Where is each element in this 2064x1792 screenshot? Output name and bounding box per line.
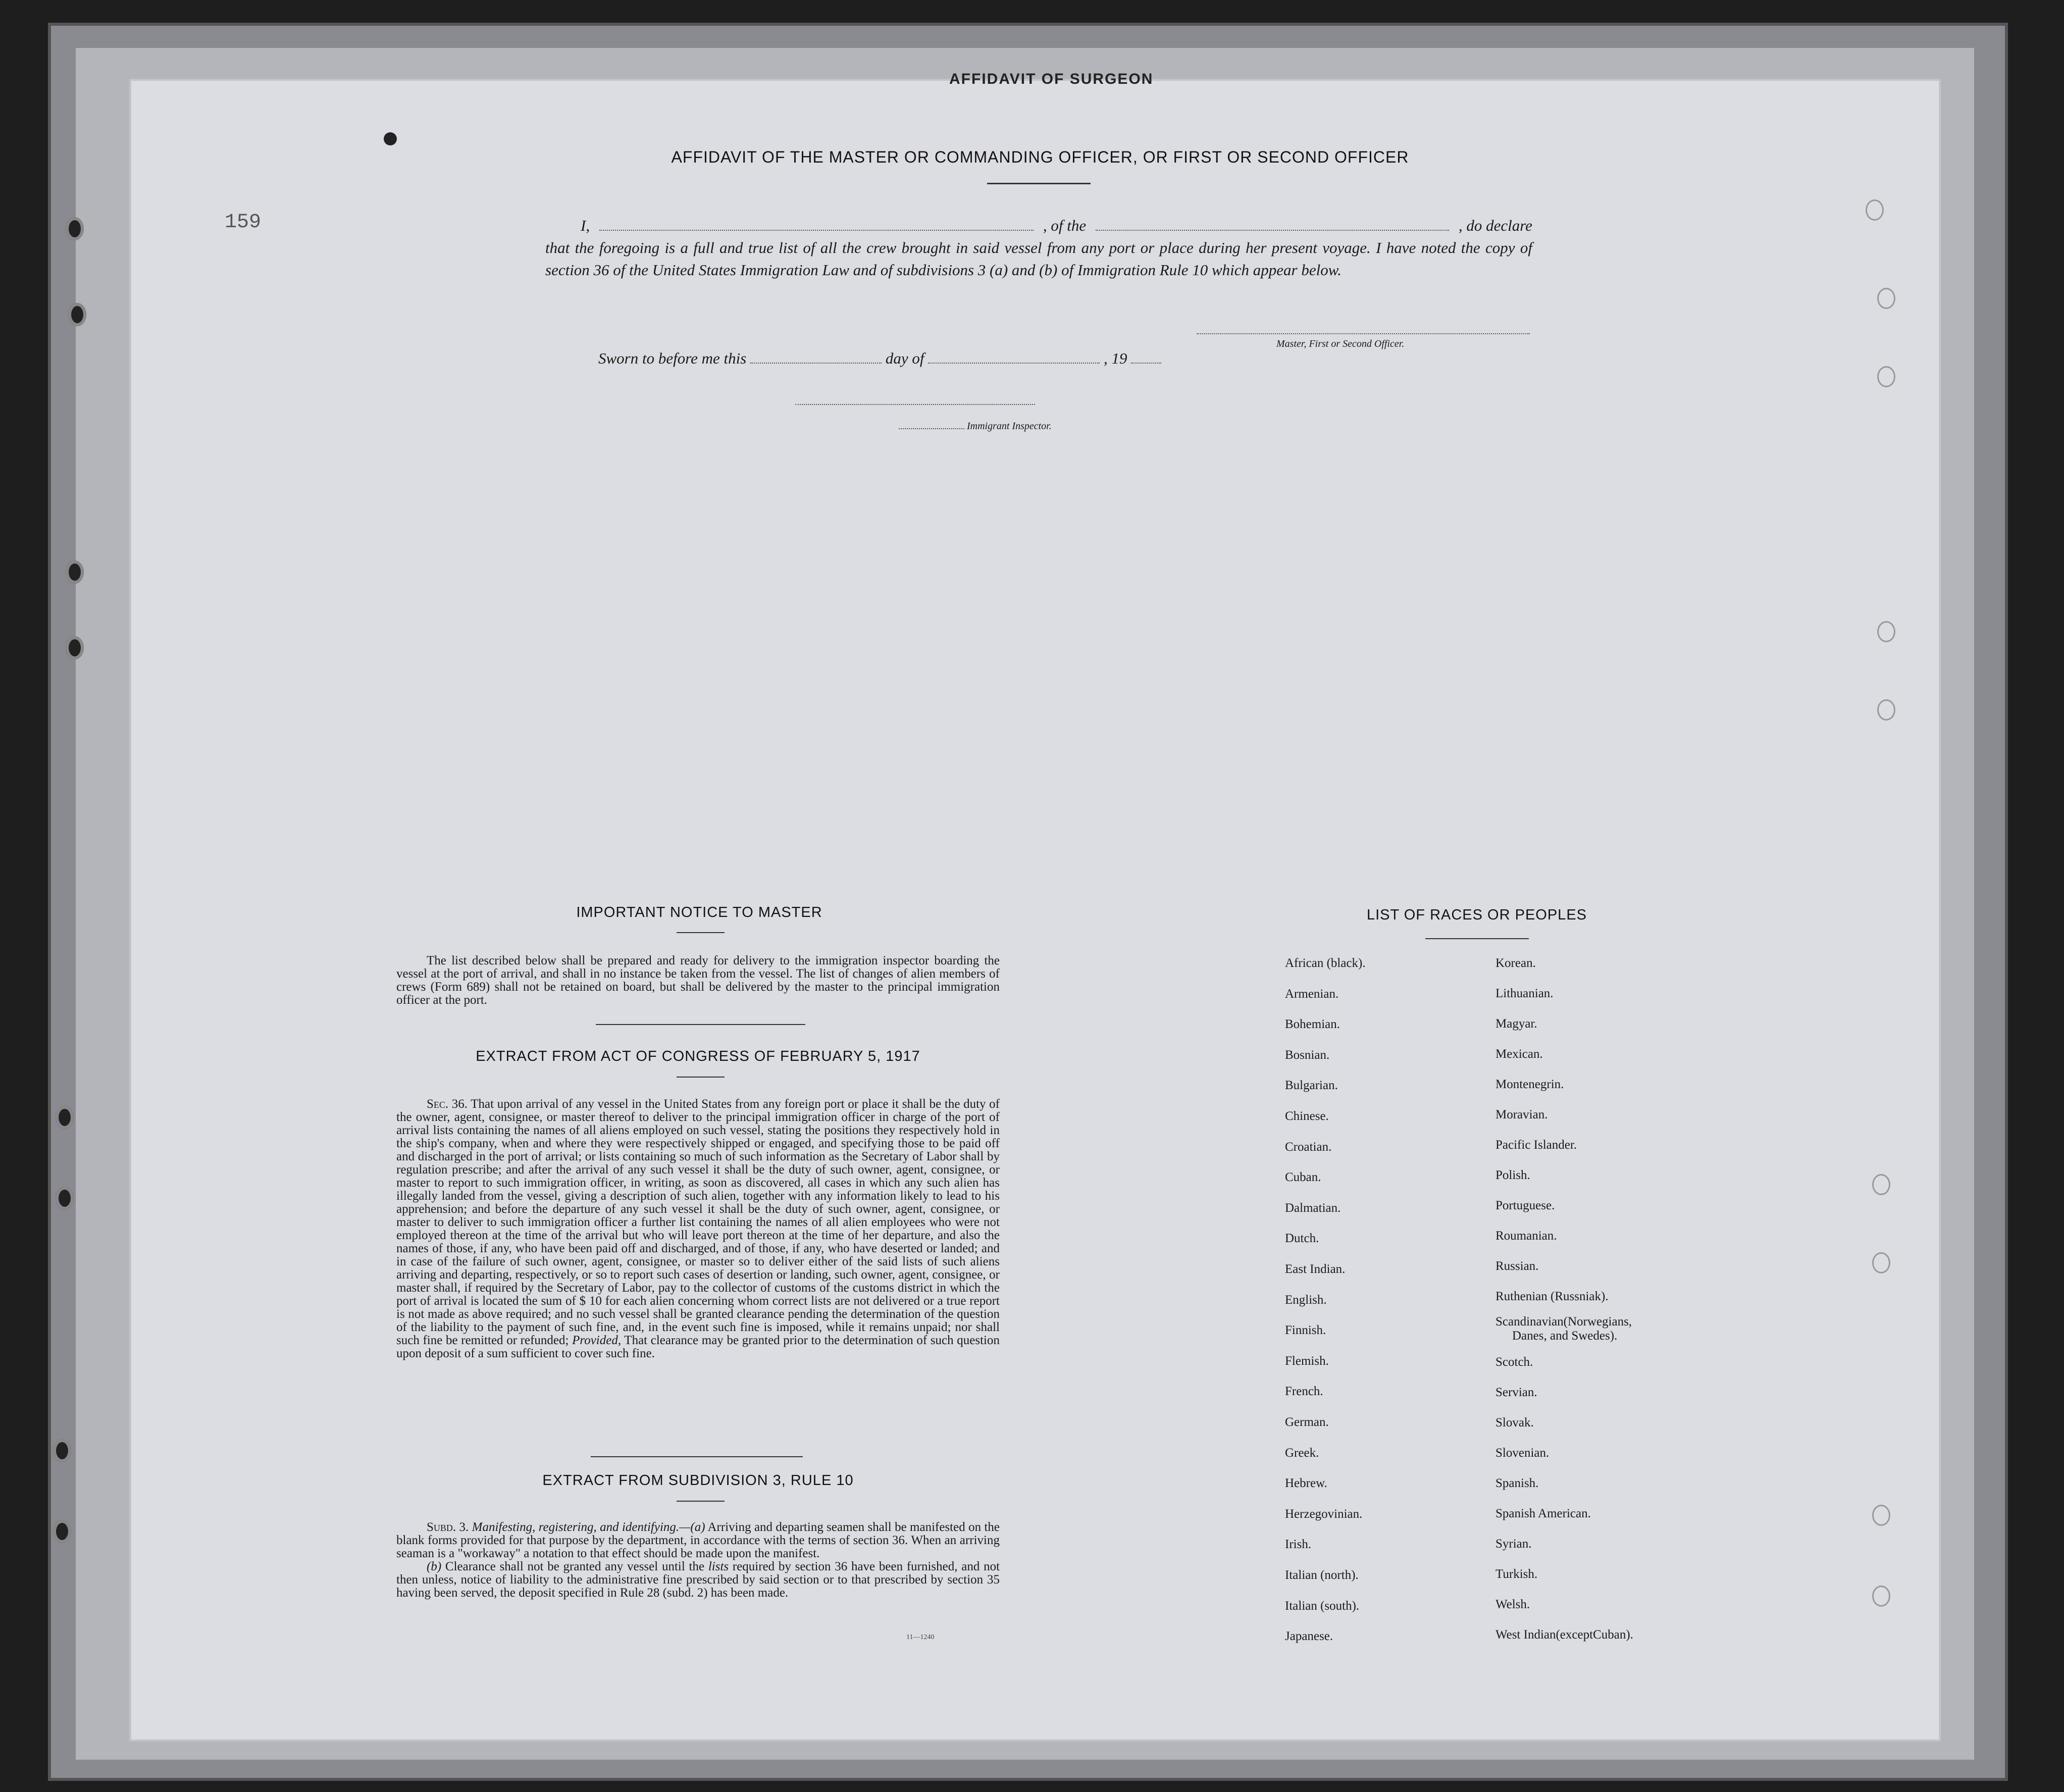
affidavit-body: that the foregoing is a full and true list of all the crew brought in said vessel from any port or place during her present voyage. I have noted the copy of section 36 of the United States Immigration Law and of subdivisions 3 (a) and (b) of Immigration Rule 10 which appear below. <box>545 239 1532 279</box>
race-item: Bulgarian. <box>1285 1079 1338 1093</box>
subd-text-b1: Clearance shall not be granted any vessel until the <box>445 1560 705 1573</box>
notice-heading: IMPORTANT NOTICE TO MASTER <box>576 904 822 920</box>
notice-text: The list described below shall be prepared and ready for delivery to the immigration inspector boarding the vessel at the port of arrival, and shall in no instance be taken from the vessel. The list of changes of alien members of crews (Form 689) shall not be retained on board, but shall be delivered by the master to the principal immigration officer at the port. <box>396 954 1000 1007</box>
affidavit-i: I, <box>581 217 590 234</box>
races-heading: LIST OF RACES OR PEOPLES <box>1366 907 1587 923</box>
race-item: Magyar. <box>1495 1017 1537 1031</box>
margin-number: 159 <box>225 211 262 234</box>
race-item: Roumanian. <box>1495 1229 1557 1243</box>
race-item: East Indian. <box>1285 1262 1346 1276</box>
binder-hole <box>66 217 84 240</box>
binder-hole <box>1872 1252 1890 1273</box>
subd-text-a: Arriving and departing seamen shall be manifested on the blank forms provided for that purpose by the department, in accordance with the terms of section 36. When an arriving seaman is a "workaway" a notation to that effect should be made upon the manifest. <box>396 1520 1000 1560</box>
race-item: Portuguese. <box>1495 1199 1555 1212</box>
binder-hole <box>1877 366 1895 387</box>
vessel-blank[interactable] <box>1096 230 1449 231</box>
binder-hole <box>1877 288 1895 309</box>
race-item: Finnish. <box>1285 1323 1326 1338</box>
race-item: Bosnian. <box>1285 1048 1330 1062</box>
race-item: Pacific Islander. <box>1495 1138 1577 1152</box>
inspector-blank[interactable] <box>899 428 964 429</box>
subd-lists-word: lists <box>708 1560 729 1573</box>
sworn-day-blank[interactable] <box>750 363 882 364</box>
master-caption: Master, First or Second Officer. <box>1276 338 1405 349</box>
section-body-end: That clearance may be granted prior to the determination of such question upon deposit of a sum sufficient to cover such fine. <box>396 1334 1000 1360</box>
race-item: English. <box>1285 1293 1327 1307</box>
binder-hole <box>53 1520 71 1543</box>
race-item: Slovenian. <box>1495 1446 1550 1460</box>
binder-hole <box>66 560 84 584</box>
race-item: Dalmatian. <box>1285 1201 1341 1215</box>
binder-hole <box>1877 699 1895 721</box>
race-item: Cuban. <box>1285 1170 1321 1185</box>
race-item: Syrian. <box>1495 1537 1532 1551</box>
divider <box>677 932 725 933</box>
race-item: Welsh. <box>1495 1598 1530 1611</box>
race-item: Lithuanian. <box>1495 987 1554 1000</box>
sworn-year: , 19 <box>1103 349 1127 367</box>
binder-hole <box>68 303 86 326</box>
subd-label: Subd. 3. <box>427 1520 469 1534</box>
race-item: Scandinavian(Norwegians, <box>1495 1315 1632 1328</box>
name-blank[interactable] <box>599 230 1034 231</box>
binder-hole <box>66 636 84 659</box>
race-item: African (black). <box>1285 956 1366 970</box>
binder-hole <box>56 1106 74 1129</box>
race-item: Danes, and Swedes). <box>1512 1329 1618 1343</box>
form-page <box>131 81 1939 1739</box>
race-item: Flemish. <box>1285 1354 1329 1368</box>
inspector-signature-line[interactable] <box>795 404 1035 405</box>
sworn-line <box>598 349 1161 368</box>
race-item: West Indian(exceptCuban). <box>1495 1628 1633 1642</box>
act-text <box>396 1098 1000 1360</box>
divider <box>596 1024 805 1025</box>
binder-hole <box>1872 1505 1890 1526</box>
affidavit-heading: AFFIDAVIT OF THE MASTER OR COMMANDING OFFICER, OR FIRST OR SECOND OFFICER <box>671 148 1409 166</box>
race-item: Italian (north). <box>1285 1568 1359 1582</box>
binder-hole <box>1872 1174 1890 1195</box>
subd-b-label: (b) <box>427 1560 442 1573</box>
race-item: Bohemian. <box>1285 1017 1340 1032</box>
race-item: Herzegovinian. <box>1285 1507 1363 1521</box>
race-item: Spanish American. <box>1495 1507 1591 1520</box>
subd-text-b2: required by section 36 have been furnished, and not then unless, notice of liability to the administrative fine prescribed by said section or to that prescribed by section 35 having been served, the deposit specified in Rule 28 (subd. 2) has been made. <box>396 1560 1000 1600</box>
race-item: Montenegrin. <box>1495 1078 1564 1091</box>
inspector-caption: Immigrant Inspector. <box>967 421 1052 432</box>
divider <box>591 1456 803 1457</box>
subd-title: Manifesting, registering, and identifying.—(a) <box>472 1520 705 1534</box>
provided-word: Provided, <box>572 1334 622 1347</box>
divider <box>677 1501 725 1502</box>
race-item: Hebrew. <box>1285 1476 1327 1491</box>
binder-hole <box>56 1187 74 1210</box>
race-item: Scotch. <box>1495 1355 1533 1369</box>
race-item: Greek. <box>1285 1446 1319 1460</box>
pin-hole <box>384 132 397 145</box>
race-item: Russian. <box>1495 1259 1539 1273</box>
sworn-year-blank[interactable] <box>1131 363 1161 364</box>
sworn-day: day of <box>885 349 924 367</box>
form-number: 11—1240 <box>906 1633 935 1641</box>
race-item: Servian. <box>1495 1386 1537 1399</box>
affidavit-declare: , do declare <box>1458 217 1532 234</box>
act-heading: EXTRACT FROM ACT OF CONGRESS OF FEBRUARY 5, 1917 <box>476 1048 920 1064</box>
binder-hole <box>53 1439 71 1462</box>
affidavit-of-the: , of the <box>1043 217 1087 234</box>
divider <box>1425 938 1529 939</box>
sworn-before: Sworn to before me this <box>598 349 747 367</box>
top-strip-heading: AFFIDAVIT OF SURGEON <box>949 71 1154 87</box>
race-item: Italian (south). <box>1285 1599 1360 1613</box>
race-item: German. <box>1285 1415 1329 1429</box>
race-item: Chinese. <box>1285 1109 1329 1123</box>
section-label: Sec. 36. <box>427 1097 468 1111</box>
race-item: Japanese. <box>1285 1629 1333 1644</box>
race-item: Spanish. <box>1495 1476 1539 1490</box>
race-item: Moravian. <box>1495 1108 1548 1121</box>
race-item: Mexican. <box>1495 1047 1543 1061</box>
binder-hole <box>1866 199 1884 221</box>
affidavit-declaration <box>545 215 1532 281</box>
master-signature-line[interactable] <box>1197 333 1530 334</box>
race-item: Croatian. <box>1285 1140 1332 1154</box>
race-item: Turkish. <box>1495 1567 1538 1581</box>
binder-hole <box>1877 621 1895 642</box>
race-item: Armenian. <box>1285 987 1339 1001</box>
divider <box>677 1077 725 1078</box>
divider <box>987 183 1091 184</box>
sworn-month-blank[interactable] <box>928 363 1100 364</box>
rule-text <box>396 1521 1000 1600</box>
race-item: Polish. <box>1495 1168 1530 1182</box>
section-body: That upon arrival of any vessel in the United States from any foreign port or place it shall be the duty of the owner, agent, consignee, or master thereof to deliver to the principal immigration officer in charge of the port of arrival lists containing the names of all aliens employed on such vessel, stating the positions they respectively hold in the ship's company, when and where they were respectively shipped or engaged, and specifying those to be paid off and discharged in the port of arrival; or lists containing so much of such information as the Secretary of Labor shall by regulation prescribe; and after the arrival of any such vessel it shall be the duty of such owner, agent, consignee, or master to report to such immigration officer, in writing, as soon as discovered, all cases in which any such alien has illegally landed from the vessel, giving a description of such alien, together with any information likely to lead to his apprehension; and before the departure of any such vessel it shall be the duty of such owner, agent, consignee, or master to deliver to such immigration officer a further list containing the names of all alien employees who were not employed thereon at the time of the arrival but who will leave port thereon at the time of her departure, and also the names of those, if any, who have been paid off and discharged, and of those, if any, who have deserted or landed; and in case of the failure of such owner, agent, consignee, or master so to deliver either of the said lists of such aliens arriving and departing, respectively, or so to report such cases of desertion or landing, such owner, agent, consignee, or master shall, if required by the Secretary of Labor, pay to the collector of customs of the customs district in which the port of arrival is located the sum of $ 10 for each alien concerning whom correct lists are not delivered or a true report is not made as above required; and no such vessel shall be granted clearance pending the determination of the question of the liability to the payment of such fine, and, in the event such fine is imposed, while it remains unpaid; nor shall such fine be remitted or refunded; <box>396 1097 1000 1347</box>
race-item: Ruthenian (Russniak). <box>1495 1290 1609 1303</box>
binder-hole <box>1872 1585 1890 1607</box>
rule-heading: EXTRACT FROM SUBDIVISION 3, RULE 10 <box>542 1472 854 1489</box>
race-item: Dutch. <box>1285 1232 1319 1246</box>
race-item: Korean. <box>1495 956 1536 970</box>
race-item: Slovak. <box>1495 1416 1534 1429</box>
race-item: Irish. <box>1285 1538 1312 1552</box>
race-item: French. <box>1285 1385 1323 1399</box>
